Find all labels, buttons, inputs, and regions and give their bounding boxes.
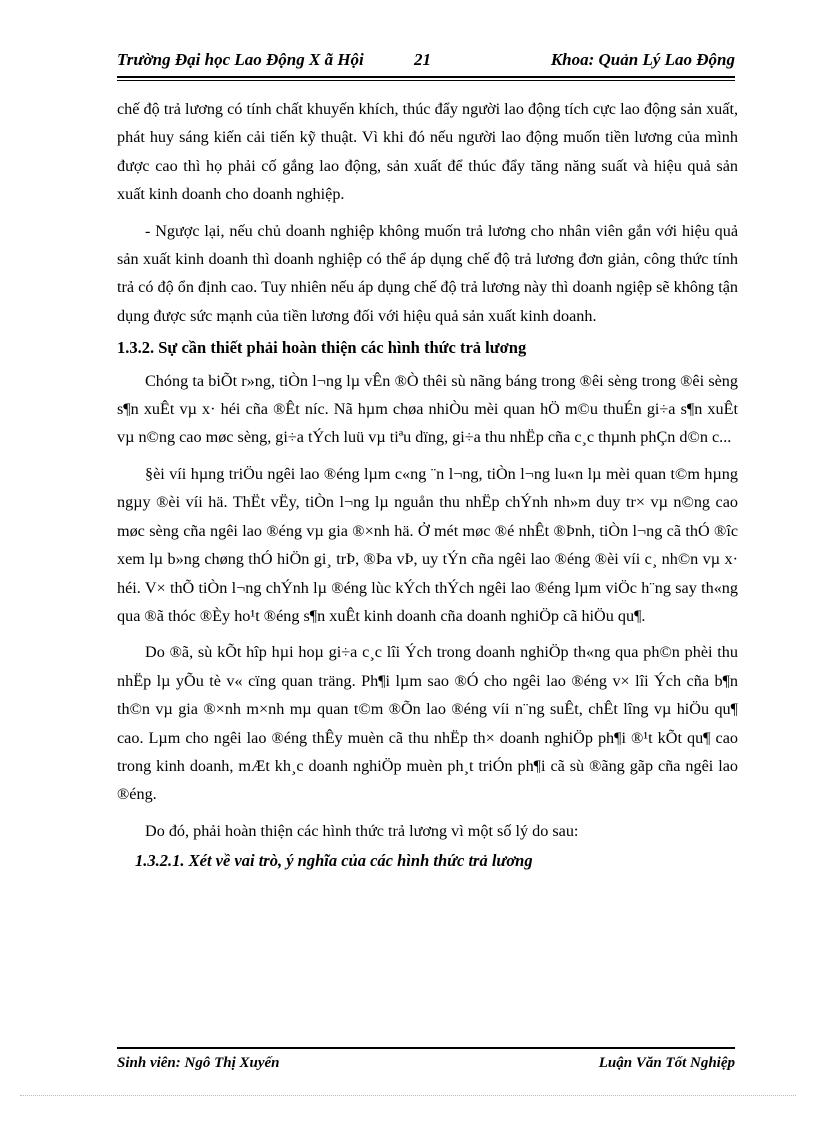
paragraph-6: Do đó, phải hoàn thiện các hình thức trả lương vì một số lý do sau: (145, 821, 579, 840)
header-faculty: Khoa: Quản Lý Lao Động (550, 50, 735, 69)
footer-rule (117, 1047, 735, 1049)
body-text (117, 95, 738, 876)
page-bottom-dotted-line (20, 1095, 796, 1096)
paragraph-5: Do ®ã, sù kÕt hîp hµi hoµ gi÷a c¸c lîi Ých trong doanh nghiÖp th«ng qua ph©n phèi thu nhËp lµ yÕu tè v« cïng quan träng. Ph¶i lµm sao ®Ó cho ngêi lao ®éng v× lîi Ých cña b¶n th©n vµ gia ®×nh m×nh mµ quan t©m ®Õn lao ®éng víi n¨ng suÊt, chÊt lîng vµ hiÖu qu¶ cao. Lµm cho ngêi lao ®éng thÊy muèn cã thu nhËp th× doanh nghiÖp ph¶i ®¹t kÕt qu¶ cao trong kinh doanh, mÆt kh¸c doanh nghiÖp muèn ph¸t triÓn ph¶i cã sù ®ãng gãp cña ngêi lao ®éng. (117, 643, 738, 804)
header-page-number: 21 (414, 50, 431, 69)
section-heading-1-3-2: 1.3.2. Sự cần thiết phải hoàn thiện các hình thức trả lương (117, 338, 527, 358)
footer-thesis: Luận Văn Tốt Nghiệp (598, 1055, 735, 1071)
header-school: Trường Đại học Lao Động X ã Hội (117, 50, 364, 69)
page-footer (117, 1055, 735, 1079)
header-rule (117, 76, 735, 78)
paragraph-4: §èi víi hµng triÖu ngêi lao ®éng lµm c«ng ¨n l¬ng, tiÒn l¬ng lu«n lµ mèi quan t©m hµng ngµy ®èi víi hä. ThËt vËy, tiÒn l¬ng lµ nguån thu nhËp chÝnh nh»m duy tr× vµ n©ng cao møc sèng cña ngêi lao ®éng vµ gia ®×nh hä. Ở mét møc ®é nhÊt ®Þnh, tiÒn l¬ng cã thÓ ®îc xem lµ b»ng chøng thÓ hiÖn gi¸ trÞ, ®Þa vÞ, uy tÝn cña ngêi lao ®éng ®èi víi c¸ nh©n vµ x· héi. V× thÕ tiÒn l¬ng chÝnh lµ ®éng lùc kÝch thÝch ngêi lao ®éng lµm viÖc h¨ng say th«ng qua ®ã thóc ®Èy ho¹t ®éng s¶n xuÊt kinh doanh cña doanh nghiÖp cã hiÖu qu¶. (117, 464, 738, 625)
paragraph-3: Chóng ta biÕt r»ng, tiÒn l¬ng lµ vÊn ®Ò thêi sù nãng báng trong ®êi sèng trong ®êi sèng s¶n xuÊt vµ x· héi cña ®Êt níc. Nã hµm chøa nhiÒu mèi quan hÖ m©u thuÉn gi÷a s¶n xuÊt vµ n©ng cao møc sèng, gi÷a tÝch luü vµ tiªu dïng, gi÷a thu nhËp cña c¸c thµnh phÇn d©n c... (117, 371, 738, 447)
header-rule-thin (117, 80, 735, 81)
paragraph-1: chế độ trả lương có tính chất khuyến khích, thúc đẩy người lao động tích cực lao động sản xuất, phát huy sáng kiến cải tiến kỹ thuật. Vì khi đó nếu người lao động muốn tiền lương của mình được cao thì họ phải cố gắng lao động, sản xuất để thúc đẩy tăng năng suất và hiệu quả sản xuất kinh doanh cho doanh nghiệp. (117, 100, 738, 204)
paragraph-2: - Ngược lại, nếu chủ doanh nghiệp không muốn trả lương cho nhân viên gắn với hiệu quả sản xuất kinh doanh thì doanh nghiệp có thể áp dụng chế độ trả lương đơn giản, công thức tính trả có độ ổn định cao. Tuy nhiên nếu áp dụng chế độ trả lương này thì doanh ngiệp sẽ không tận dụng được sức mạnh của tiền lương đối với hiệu quả sản xuất kinh doanh. (117, 221, 738, 325)
section-heading-1-3-2-1: 1.3.2.1. Xét về vai trò, ý nghĩa của các hình thức trả lương (135, 851, 533, 871)
footer-student: Sinh viên: Ngô Thị Xuyến (117, 1055, 280, 1071)
page-header (117, 48, 735, 74)
